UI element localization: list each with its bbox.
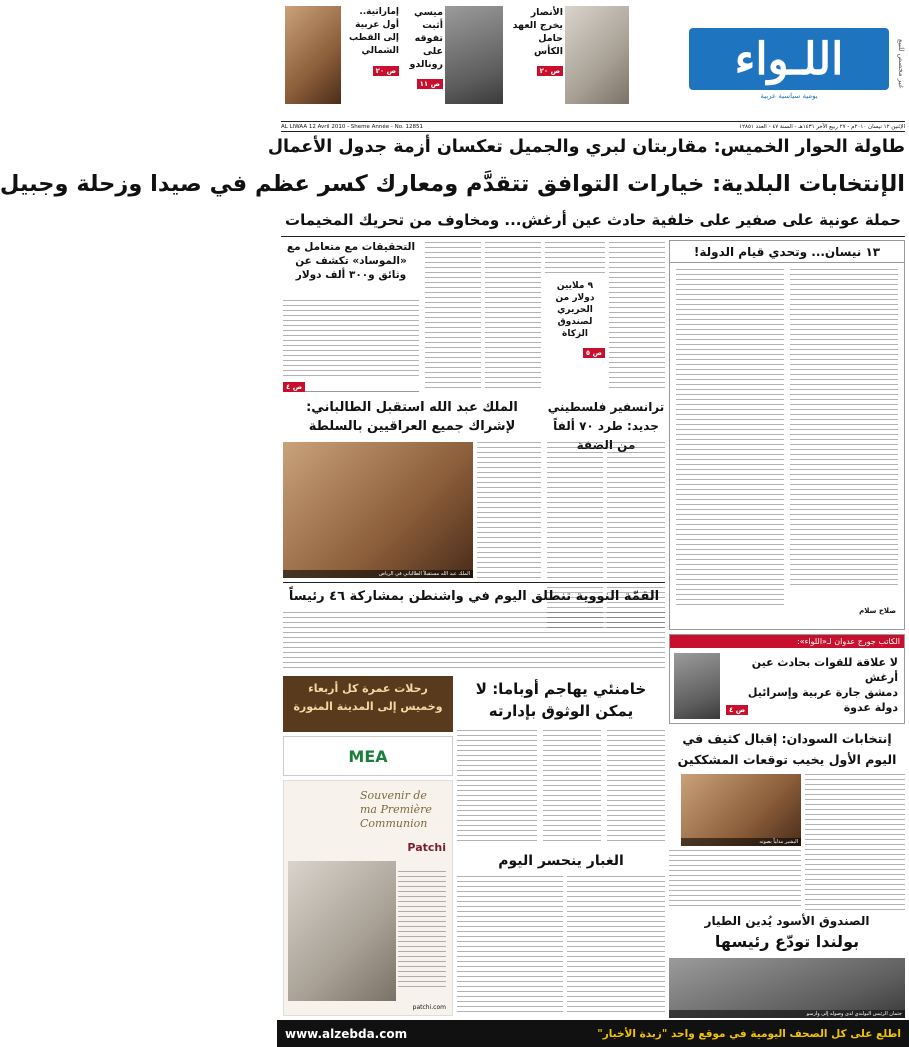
investigation-title: التحقيقات مع متعامل مع «الموساد» تكشف عن وثائق و٣٠٠ ألف دولار	[286, 241, 416, 281]
teaser-football[interactable]	[509, 6, 563, 110]
logo	[689, 28, 889, 90]
mea-ad-logo: MEA	[348, 746, 388, 766]
patchi-brand: Patchi	[407, 841, 446, 854]
zakat-page: ص ٥	[583, 348, 605, 358]
sub-headline[interactable]: حملة عونية على صفير على خلفية حادث عين أرغش... ومخاوف من تحريك المخيمات	[285, 211, 901, 229]
investigation-page: ص ٤	[283, 382, 305, 392]
dust-body-1	[567, 876, 665, 1014]
transfer-title[interactable]: ترانسفير فلسطيني جديد: طرد ٧٠ ألفاً من الضفة	[547, 400, 665, 452]
iran-body-3	[457, 730, 537, 842]
dust-title[interactable]: الغبار ينحسر اليوم	[498, 853, 624, 869]
footer-site[interactable]: www.alzebda.com	[285, 1026, 408, 1041]
iran-body-2	[543, 730, 601, 842]
divider-nuclear	[283, 582, 665, 583]
dateline-latin: AL LIWAA 12 Avril 2010 - Sheme Année - No. 12851	[281, 123, 424, 130]
iraq-caption: الملك عبد الله مستقبلاً الطالباني في الرياض	[283, 570, 473, 578]
teaser-photo-football	[565, 6, 629, 104]
center-col-4	[425, 242, 481, 392]
teaser-photo-messi	[445, 6, 503, 104]
investigation-box[interactable]	[283, 240, 419, 392]
iraq-body	[477, 442, 541, 578]
souvenir-photo	[288, 861, 396, 1001]
iraq-photo	[283, 442, 473, 578]
poland-photo	[669, 958, 905, 1018]
teaser-photo-emirati	[285, 6, 341, 104]
umrah-ad[interactable]	[283, 676, 453, 732]
patchi-site: patchi.com	[412, 1004, 446, 1011]
kicker-headline[interactable]: طاولة الحوار الخميس: مقاربتان لبري والجميل تعكسان أزمة جدول الأعمال	[267, 137, 905, 157]
souvenir-title: Souvenir de ma Première Communion	[360, 789, 432, 830]
editorial-body-col1	[790, 269, 898, 589]
guest-photo	[674, 653, 720, 719]
teaser-football-page: ص ٢٠	[537, 66, 563, 76]
poland-kicker[interactable]: الصندوق الأسود يُدين الطيار	[704, 914, 870, 928]
dateline-bar	[281, 121, 905, 132]
footer-bar	[277, 1020, 909, 1047]
teaser-messi-page: ص ١١	[417, 79, 443, 89]
investigation-body	[283, 300, 419, 380]
logo-subtitle: يومية سياسية عربية	[760, 92, 818, 100]
guest-line-1: لا علاقة للقوات بحادث عين أرغش	[751, 656, 898, 684]
teaser-messi[interactable]	[401, 6, 443, 110]
editorial-author: صلاح سلام	[859, 607, 896, 615]
mea-ad[interactable]	[283, 736, 453, 776]
footer-slogan: اطلع على كل الصحف اليومية في موقع واحد "زبدة الأخبار"	[597, 1027, 901, 1040]
dust-body-2	[457, 876, 563, 1014]
teaser-emirati[interactable]	[343, 6, 399, 110]
divider	[281, 236, 905, 237]
iraq-title[interactable]: الملك عبد الله استقبل الطالباني: لإشراك جميع العراقيين بالسلطة	[306, 400, 518, 434]
sudan-caption: البشير مدلياً بصوته	[681, 838, 801, 846]
sudan-title[interactable]: إنتخابات السودان: إقبال كثيف في اليوم الأول يخيب توقعات المشككين	[677, 731, 897, 767]
sudan-body	[805, 774, 905, 910]
editorial-body-col2	[676, 269, 784, 605]
teaser-emirati-title: إماراتية.. أول عربية إلى القطب الشمالي	[349, 7, 399, 56]
teaser-football-title: الأنصار يخرج العهد حامل الكأس	[512, 7, 563, 57]
center-col-1	[609, 242, 665, 392]
poland-title[interactable]: بولندا تودّع رئيسها	[714, 932, 860, 951]
teaser-messi-title: ميسي أثبت تفوقه على رونالدو	[409, 7, 443, 70]
souvenir-ad[interactable]	[283, 780, 453, 1016]
umrah-ad-text: رحلات عمرة كل أربعاء وخميس إلى المدينة المنورة	[293, 682, 443, 713]
zakat-box[interactable]	[545, 280, 605, 380]
logo-text: اللـواء	[734, 33, 844, 85]
sudan-body-2	[669, 850, 801, 910]
guest-label: الكاتب جورج عدوان لـ«اللواء»:	[670, 635, 904, 648]
patchi-stores	[398, 871, 446, 991]
center-col-3	[485, 242, 541, 392]
center-col-2	[545, 242, 605, 276]
zakat-title: ٩ ملايين دولار من الحريري لصندوق الزكاة	[555, 281, 595, 339]
sudan-photo	[681, 774, 801, 846]
editorial-title-bar	[670, 241, 904, 263]
editorial-title[interactable]: ١٣ نيسان... وتحدي قيام الدولة!	[693, 244, 881, 259]
guest-box[interactable]	[669, 634, 905, 724]
iran-body-1	[607, 730, 665, 842]
main-headline[interactable]: الإنتخابات البلدية: خيارات التوافق تتقدَّم ومعارك كسر عظم في صيدا وزحلة وجبيل	[0, 171, 905, 197]
dateline-arabic: الإثنين ١٢ نيسان ٢٠١٠م - ٢٧ ربيع الآخر ١٤٣١هـ - السنة ٤٧ - العدد ١٢٨٥١	[739, 123, 905, 130]
iran-title[interactable]: خامنئي يهاجم أوباما: لا يمكن الوثوق بإدارته	[475, 680, 647, 720]
guest-page: ص ٤	[726, 705, 748, 715]
masthead	[277, 0, 909, 120]
editorial	[669, 240, 905, 630]
teaser-emirati-page: ص ٢٠	[373, 66, 399, 76]
guest-line-2: دمشق جارة عربية وإسرائيل دولة عدوة	[747, 686, 898, 714]
masthead-side-text: غير مخصص للبيع	[897, 38, 905, 88]
nuclear-body	[283, 612, 665, 670]
nuclear-title[interactable]: القمّة النووية تنطلق اليوم في واشنطن بمشاركة ٤٦ رئيساً	[288, 589, 660, 604]
poland-caption: جثمان الرئيس البولندي لدى وصوله إلى وارسو	[669, 1010, 905, 1018]
